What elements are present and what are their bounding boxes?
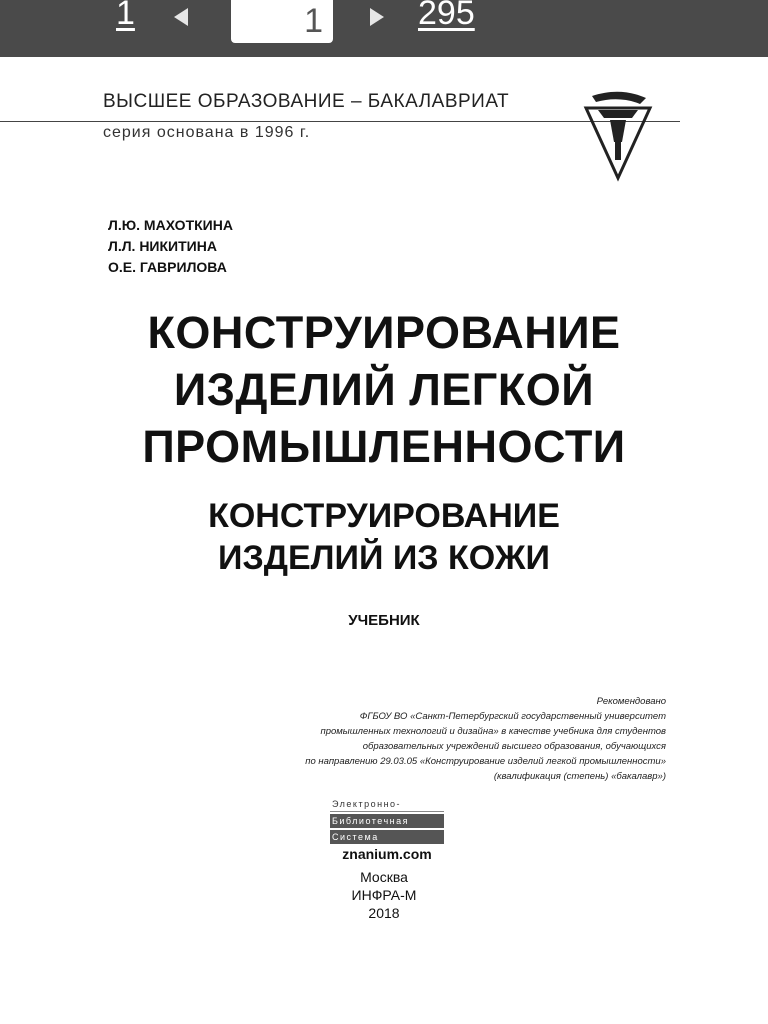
last-page-link[interactable]: 295: [418, 0, 475, 32]
author-name: Л.Л. НИКИТИНА: [108, 238, 217, 254]
imprint: [0, 868, 768, 922]
triangle-right-icon: [366, 6, 388, 28]
recommendation-line: образовательных учреждений высшего образования, обучающихся: [362, 741, 666, 752]
page-navigation-toolbar: [0, 0, 768, 57]
recommendation-line: по направлению 29.03.05 «Конструирование изделий легкой промышленности»: [305, 756, 666, 767]
title-line: ИЗДЕЛИЙ ЛЕГКОЙ: [173, 364, 595, 415]
subtitle-line: ИЗДЕЛИЙ ИЗ КОЖИ: [218, 539, 550, 577]
recommendation-line: промышленных технологий и дизайна» в качестве учебника для студентов: [320, 726, 666, 737]
ebs-logo-line: Электронно-: [330, 797, 444, 812]
author-name: О.Е. ГАВРИЛОВА: [108, 259, 227, 275]
book-title: [0, 304, 768, 475]
recommendation-line: ФГБОУ ВО «Санкт-Петербургский государственный университет: [359, 711, 666, 722]
series-founded: серия основана в 1996 г.: [103, 124, 311, 141]
previous-page-button[interactable]: [168, 4, 194, 30]
book-subtitle: [0, 495, 768, 579]
first-page-link[interactable]: 1: [116, 0, 135, 32]
ebs-logo-line: Система: [330, 830, 444, 844]
divider: [0, 121, 680, 122]
ebs-logo: [330, 797, 444, 862]
subtitle-line: КОНСТРУИРОВАНИЕ: [208, 497, 560, 535]
imprint-city: Москва: [360, 869, 408, 885]
ebs-logo-line: Библиотечная: [330, 814, 444, 828]
title-line: ПРОМЫШЛЕННОСТИ: [142, 421, 626, 472]
next-page-button[interactable]: [364, 4, 390, 30]
title-line: КОНСТРУИРОВАНИЕ: [147, 307, 621, 358]
recommendation-line: (квалификация (степень) «бакалавр»): [493, 771, 666, 782]
publisher-logo-icon: [582, 86, 654, 182]
document-type: УЧЕБНИК: [348, 612, 420, 629]
ebs-site: znanium.com: [342, 846, 432, 862]
authors: [108, 215, 233, 278]
page-number-input[interactable]: [231, 0, 333, 43]
recommendation-line: Рекомендовано: [596, 696, 666, 707]
triangle-left-icon: [170, 6, 192, 28]
series-title: ВЫСШЕЕ ОБРАЗОВАНИЕ – БАКАЛАВРИАТ: [103, 91, 510, 112]
imprint-year: 2018: [368, 905, 400, 921]
author-name: Л.Ю. МАХОТКИНА: [108, 217, 233, 233]
recommendation-note: [106, 694, 666, 784]
imprint-publisher: ИНФРА-М: [351, 887, 417, 903]
